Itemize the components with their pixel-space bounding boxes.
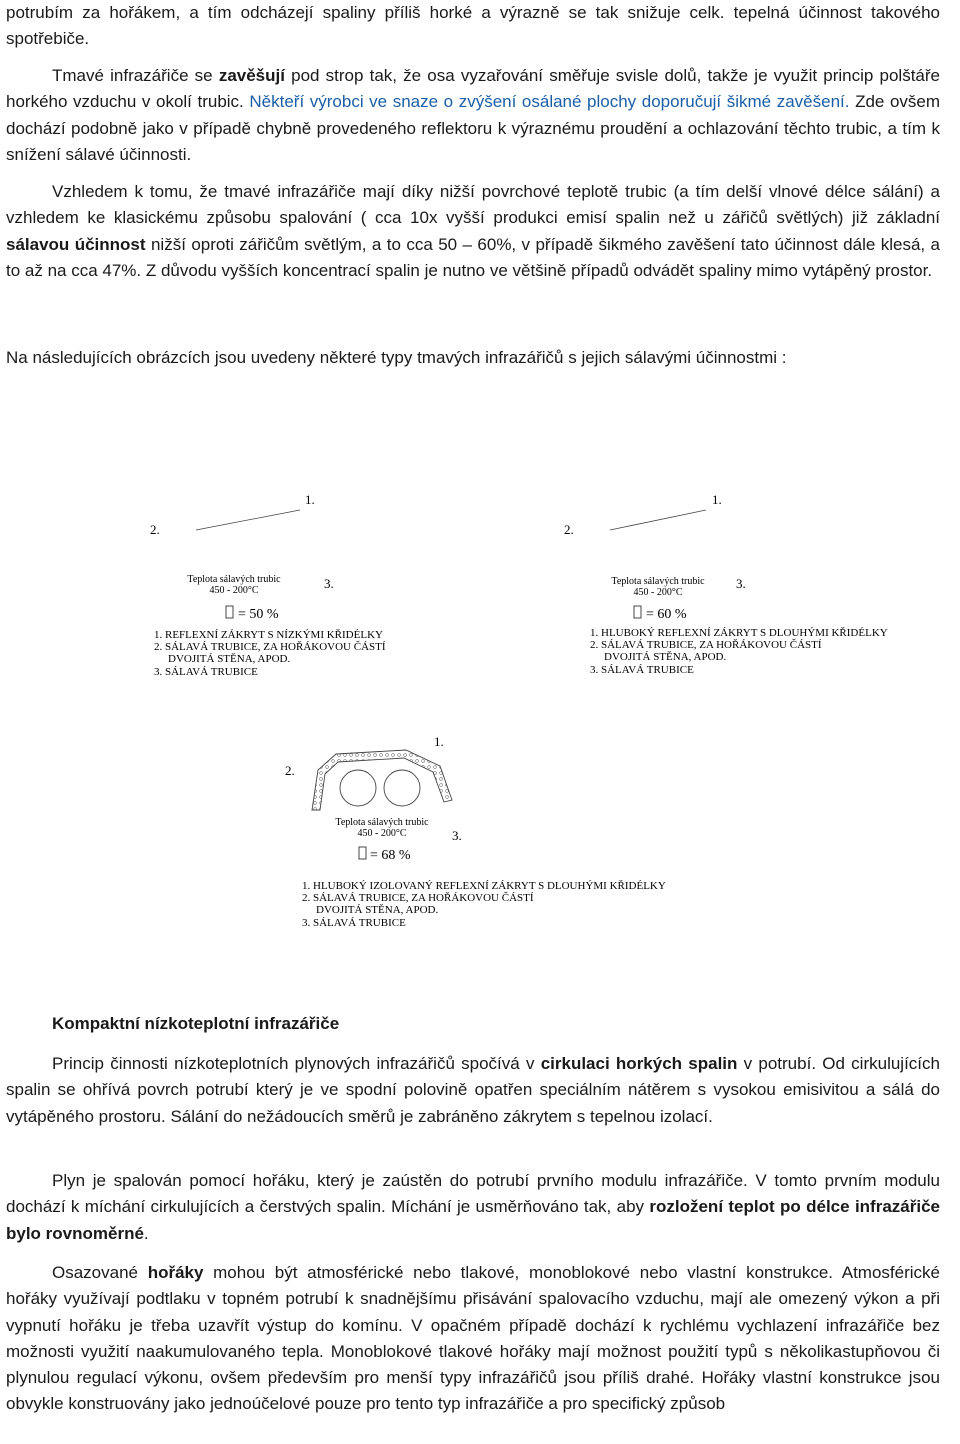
p4-text-c: v potrubí. Od cirkulujících spalin se ohřívá povrch potrubí který je ve spodní polovině opatřen speciálním nátěrem s vysokou emisivitou a sálá do vytápěného prostoru. Sálání do nežádoucích směrů je zabráněno zákrytem s tepelnou izolací. <box>6 1054 940 1126</box>
figures-intro-text: Na následujících obrázcích jsou uvedeny některé typy tmavých infrazářičů s jejich sálavými účinnostmi : <box>6 348 787 367</box>
fig1-legend-3: DVOJITÁ STĚNA, APOD. <box>168 653 291 665</box>
fig1-legend-4: 3. SÁLAVÁ TRUBICE <box>154 666 258 678</box>
p4-text-a: Princip činnosti nízkoteplotních plynových infrazářičů spočívá v <box>52 1054 541 1073</box>
fig2-label-1: 1. <box>712 492 722 507</box>
p5-bold: rozložení teplot po délce infrazářiče bylo rovnoměrné <box>6 1197 940 1243</box>
fig2-legend-2: 2. SÁLAVÁ TRUBICE, ZA HOŘÁKOVOU ČÁSTÍ <box>590 639 822 651</box>
p2-blue: Někteří výrobci ve snaze o zvýšení osálané plochy doporučují šikmé zavěšení. <box>249 92 850 112</box>
fig2-efficiency: = 60 % <box>646 607 687 622</box>
p2-text-a: Tmavé infrazářiče se <box>52 66 219 85</box>
fig3-temp-range: 450 - 200°C <box>357 828 407 839</box>
paragraph-1-text: potrubím za hořákem, a tím odcházejí spaliny příliš horké a výrazně se tak snižuje celk. tepelná účinnost takového spotřebiče. <box>6 3 940 49</box>
fig3-temp-title: Teplota sálavých trubic <box>335 817 429 828</box>
fig3-label-2: 2. <box>285 763 295 778</box>
fig1-legend-1: 1. REFLEXNÍ ZÁKRYT S NÍZKÝMI KŘIDÉLKY <box>154 629 383 641</box>
paragraph-4 <box>6 1051 940 1130</box>
p4-bold: cirkulaci horkých spalin <box>540 1054 738 1073</box>
fig2-eta-icon <box>634 606 641 618</box>
fig1-temp-range: 450 - 200°C <box>209 585 259 596</box>
fig2-reflector <box>610 510 706 530</box>
fig3-efficiency: = 68 % <box>370 848 411 863</box>
p6-text-a: Osazované <box>52 1263 148 1282</box>
fig3-reflector <box>312 750 452 810</box>
fig2-temp-range: 450 - 200°C <box>633 587 683 598</box>
fig1-eta-icon <box>226 606 233 618</box>
fig3-label-3: 3. <box>452 828 462 843</box>
fig1-efficiency: = 50 % <box>238 607 279 622</box>
fig1-label-3: 3. <box>324 576 334 591</box>
fig1-legend-2: 2. SÁLAVÁ TRUBICE, ZA HOŘÁKOVOU ČÁSTÍ <box>154 641 386 653</box>
figure-3 <box>285 734 666 929</box>
fig1-temp-title: Teplota sálavých trubic <box>187 574 281 585</box>
paragraph-3 <box>6 179 940 284</box>
fig3-label-1: 1. <box>434 734 444 749</box>
p2-bold: zavěšují <box>218 66 285 85</box>
fig2-label-2: 2. <box>564 522 574 537</box>
fig2-legend-4: 3. SÁLAVÁ TRUBICE <box>590 664 694 676</box>
p5-text-c: . <box>143 1223 149 1243</box>
p2-text-e: Zde ovšem dochází podobně jako v případě chybně provedeného reflektoru k výraznému proudění a ochlazování těchto trubic, a tím k snížení sálavé účinnosti. <box>6 92 941 164</box>
fig1-label-2: 2. <box>150 522 160 537</box>
p6-text-c: mohou být atmosférické nebo tlakové, monoblokové nebo vlastní konstrukce. Atmosférické hořáky využívají podtlaku v topném potrubí k snadnějšímu přisávání spalovacího vzduchu, mají ale omezený výkon a při vypnutí hořáku je třeba uzavřít výstup do komínu. V opačném případě dochází k rychlému vychlazení infrazářiče bez možnosti využití naakumulovaného tepla. Monoblokové tlakové hořáky mají možnost použití typů s několikastupňovou či plynulou regulací výkonu, ovšem především pro menší typy infrazářičů jsou příliš drahé. Hořáky vlastní konstrukce jsou obvykle konstruovány jako jednoúčelové pouze pro tento typ infrazářiče a pro specifický způsob <box>6 1263 940 1414</box>
figures-intro <box>6 345 940 371</box>
paragraph-1 <box>6 0 940 53</box>
p3-text-c: nižší oproti zářičům světlým, a to cca 50 – 60%, v případě šikmého zavěšení tato účinnost dále klesá, a to až na cca 47%. Z důvodu vyšších koncentrací spalin je nutno ve většině případů odvádět spaliny mimo vytápěný prostor. <box>6 234 940 280</box>
fig1-reflector <box>196 510 300 530</box>
p5-text-a: Plyn je spalován pomocí hořáku, který je zaústěn do potrubí prvního modulu infrazářiče. V tomto prvním modulu dochází k míchání cirkulujících a čerstvých spalin. Míchání je usměrňováno tak, aby <box>6 1171 940 1217</box>
fig3-eta-icon <box>359 847 366 859</box>
p3-bold: sálavou účinnost <box>6 234 146 254</box>
fig2-label-3: 3. <box>736 576 746 591</box>
heater-figures <box>0 470 960 940</box>
paragraph-2 <box>6 63 940 168</box>
section-heading: Kompaktní nízkoteplotní infrazářiče <box>52 1014 340 1033</box>
fig2-legend-1: 1. HLUBOKÝ REFLEXNÍ ZÁKRYT S DLOUHÝMI KŘIDÉLKY <box>590 627 888 639</box>
p2-text-c: pod strop tak, že osa vyzařování směřuje svisle dolů, takže je využit princip polštáře horkého vzduchu v okolí trubic. <box>6 66 941 112</box>
fig3-tube-left <box>340 770 376 806</box>
paragraph-6 <box>6 1260 940 1418</box>
fig3-legend-1: 1. HLUBOKÝ IZOLOVANÝ REFLEXNÍ ZÁKRYT S DLOUHÝMI KŘIDÉLKY <box>302 880 666 892</box>
fig3-legend-2: 2. SÁLAVÁ TRUBICE, ZA HOŘÁKOVOU ČÁSTÍ <box>302 892 534 904</box>
p6-bold: hořáky <box>147 1263 204 1282</box>
paragraph-5 <box>6 1168 940 1247</box>
fig3-legend-4: 3. SÁLAVÁ TRUBICE <box>302 917 406 929</box>
figure-2 <box>564 492 888 676</box>
fig3-tube-right <box>384 770 420 806</box>
fig2-temp-title: Teplota sálavých trubic <box>611 576 705 587</box>
fig2-legend-3: DVOJITÁ STĚNA, APOD. <box>604 651 727 663</box>
fig3-legend-3: DVOJITÁ STĚNA, APOD. <box>316 904 439 916</box>
fig1-label-1: 1. <box>305 492 315 507</box>
figure-1 <box>150 492 386 678</box>
p3-text-a: Vzhledem k tomu, že tmavé infrazářiče mají díky nižší povrchové teplotě trubic (a tím delší vlnové délce sálání) a vzhledem ke klasickému způsobu spalování ( cca 10x vyšší produkci emisí spalin než u zářičů světlých) již základní <box>6 182 940 228</box>
